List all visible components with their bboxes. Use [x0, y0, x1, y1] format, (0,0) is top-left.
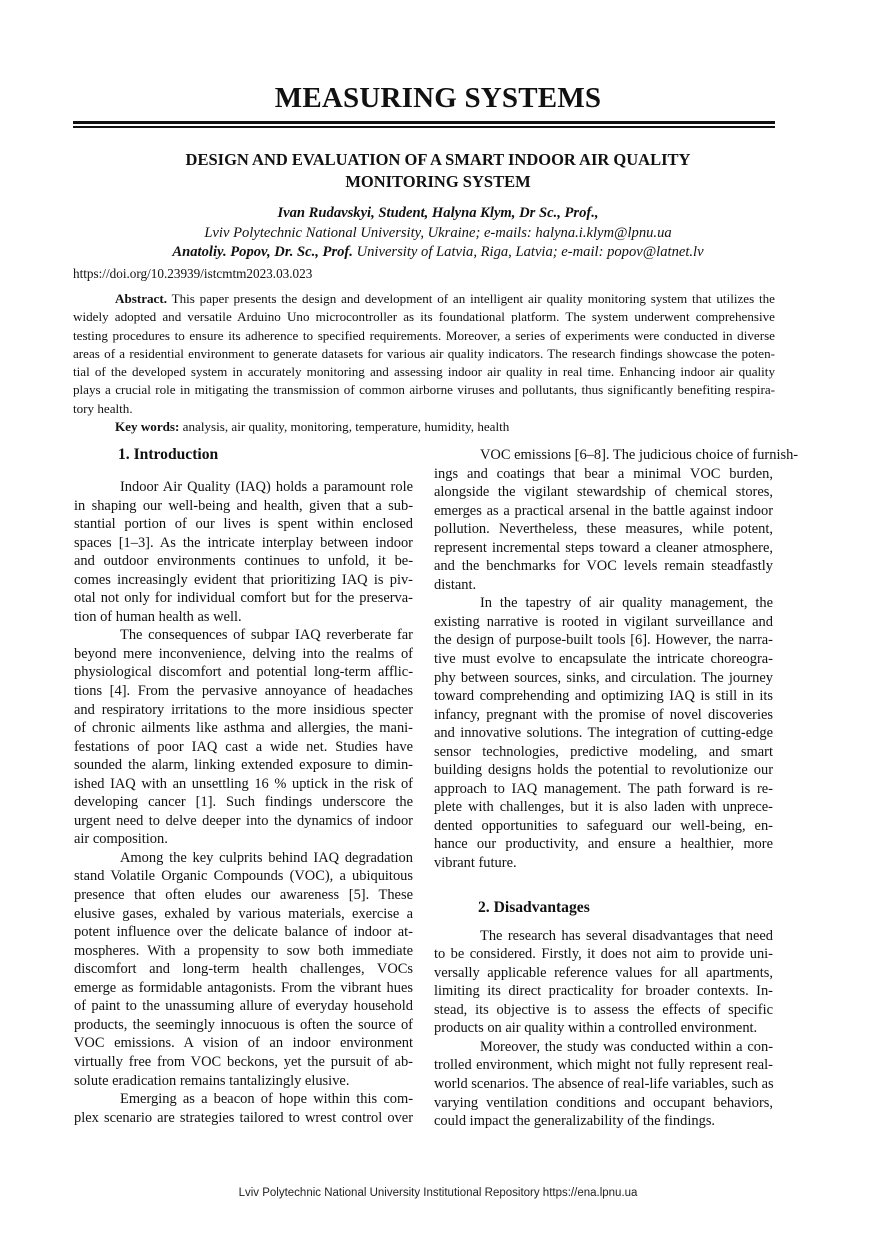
text-line: In the tapestry of air quality management, the [480, 595, 773, 612]
section-heading-introduction: 1. Introduction [118, 446, 219, 463]
paper-title-line-2: MONITORING SYSTEM [345, 172, 531, 191]
text-line: distant. [434, 576, 477, 593]
text-line: beyond mere inconvenience, delving into the realms of [74, 645, 413, 662]
abstract-line: Abstract. This paper presents the design and development of an intelligent air quality monitoring system that utilizes the [115, 291, 775, 306]
text-line: The consequences of subpar IAQ reverberate far [120, 627, 413, 644]
text-line: emerge as formidable antagonists. From the vibrant hues [74, 979, 413, 996]
text-line: air composition. [74, 831, 168, 848]
text-line: building designs holds the potential to revolutionize our [434, 762, 773, 779]
abstract-line: testing procedures to ensure its adherence to specified requirements. Moreover, a series of experiments were conducted in diverse [73, 327, 775, 343]
doi-link[interactable]: https://doi.org/10.23939/istcmtm2023.03.023 [73, 266, 313, 281]
paragraph [434, 927, 773, 1038]
text-line: dented opportunities to safeguard our well-being, en- [434, 817, 773, 834]
text-line: to be considered. Firstly, it does not aim to provide uni- [434, 946, 773, 963]
author-block [0, 204, 876, 263]
text-line: alongside the vigilant stewardship of chemical stores, [434, 484, 773, 501]
introduction-left-paragraphs [74, 478, 413, 1127]
abstract [73, 290, 775, 436]
text-line: plete with challenges, but it is also laden with unprece- [434, 799, 773, 816]
text-line: mospheres. With a propensity to sow both immediate [74, 942, 413, 959]
text-line: in shaping our well-being and health, given that a sub- [74, 497, 413, 514]
header-rule-thick [73, 121, 775, 124]
text-line: The research has several disadvantages that need [480, 927, 773, 944]
text-line: stantial portion of our lives is spent within enclosed [74, 516, 413, 533]
keywords-line [73, 418, 775, 436]
text-line: VOC emissions [6–8]. The judicious choice of furnish- [480, 447, 799, 463]
paragraph [434, 446, 799, 594]
paper-title-line-1: DESIGN AND EVALUATION OF A SMART INDOOR AIR QUALITY [185, 150, 691, 169]
keywords: analysis, air quality, monitoring, temperature, humidity, health [179, 419, 510, 435]
abstract-line: tory health. [73, 400, 133, 416]
text-line: tions [4]. From the pervasive annoyance of headaches [74, 683, 413, 700]
abstract-line: tial of the developed system in accurately monitoring and assessing indoor air quality in real time. Enhancing indoor air quality [73, 364, 775, 380]
text-line: world scenarios. The absence of real-life variables, such as [434, 1075, 774, 1092]
repository-footer: Lviv Polytechnic National University Institutional Repository https://ena.lpnu.ua [238, 1187, 638, 1199]
text-line: represent incremental steps toward a cleaner atmosphere, [434, 539, 773, 556]
text-line: of paint to the unassuming allure of everyday household [74, 998, 413, 1015]
text-line: elusive gases, exhaled by various materials, exercise a [74, 905, 413, 922]
text-line: existing narrative is rooted in vigilant surveillance and [434, 613, 773, 630]
text-line: infancy, pregnant with the promise of novel discoveries [434, 706, 773, 723]
abstract-line: widely adopted and versatile Arduino Uno microcontroller as its foundational platform. The system underwent comprehensive [73, 309, 775, 325]
disadvantages-paragraphs [434, 921, 773, 1131]
text-line: ished IAQ with an unsettling 16 % uptick in the risk of [74, 775, 413, 792]
abstract-line: plays a crucial role in mitigating the transmission of common airborne viruses and pollutants, thus significantly benefiting respira- [73, 382, 775, 398]
paragraph [74, 478, 413, 626]
text-line: otal not only for individual comfort but for the preserva- [74, 590, 413, 607]
section-heading-disadvantages: 2. Disadvantages [478, 898, 590, 916]
text-line: pollution. Nevertheless, these measures, while potent, [434, 521, 773, 538]
paragraph [74, 849, 413, 1090]
text-line: potent influence over the delicate balance of indoor at- [74, 924, 413, 941]
second-author-name: Anatoliy. Popov, Dr. Sc., Prof. [172, 244, 353, 260]
introduction-right-paragraphs [434, 446, 799, 873]
text-line: plex scenario are strategies tailored to wrest control over [74, 1109, 413, 1126]
text-line: stead, its objective is to assess the effects of specific [434, 1001, 773, 1018]
text-line: comes increasingly evident that prioritizing IAQ is piv- [74, 571, 413, 588]
text-line: spaces [1–3]. As the intricate interplay between indoor [74, 534, 413, 551]
text-line: tion of human health as well. [74, 608, 242, 625]
authors-line: Ivan Rudavskyi, Student, Halyna Klym, Dr Sc., Prof., [277, 205, 599, 221]
paragraph [74, 1090, 413, 1127]
left-column [74, 446, 413, 1127]
text-line: and outdoor environments continues to unfold, it be- [74, 553, 413, 570]
text-line: solute eradication remains tantalizingly elusive. [74, 1072, 350, 1089]
paragraph [434, 594, 773, 872]
text-line: sounded the alarm, linking extended exposure to dimin- [74, 757, 413, 774]
right-column [434, 446, 799, 1131]
text-line: the design of purpose-built tools [6]. However, the narra- [434, 632, 773, 649]
text-line: stand Volatile Organic Compounds (VOC), a ubiquitous [74, 868, 413, 885]
text-line: sensor technologies, predictive modeling, and smart [434, 743, 773, 760]
header-rule-thin [73, 126, 775, 128]
text-line: approach to IAQ management. The path forward is re- [434, 780, 773, 797]
second-affiliation-line [0, 243, 876, 263]
text-line: ings and coatings that bear a minimal VOC burden, [434, 465, 773, 482]
text-line: and innovative solutions. The integration of cutting-edge [434, 725, 773, 742]
affiliation-line: Lviv Polytechnic National University, Ukraine; e-mails: halyna.i.klym@lpnu.ua [204, 224, 672, 241]
text-line: Emerging as a beacon of hope within this com- [120, 1091, 413, 1108]
text-line: tive must evolve to encapsulate the intricate choreogra- [434, 651, 773, 668]
text-line: varying ventilation conditions and occupant behaviors, [434, 1094, 773, 1111]
text-line: urgent need to delve deeper into the dynamics of indoor [74, 812, 413, 829]
abstract-label: Abstract. [115, 291, 167, 306]
journal-section-title: MEASURING SYSTEMS [274, 82, 602, 114]
text-line: toward comprehending and optimizing IAQ is still in its [434, 688, 773, 705]
text-line: physiological discomfort and potential long-term afflic- [74, 664, 413, 681]
text-line: products, the seemingly innocuous is often the source of [74, 1016, 413, 1033]
text-line: trolled environment, which might not fully represent real- [434, 1057, 773, 1074]
text-line: developing cancer [1]. Such findings underscore the [74, 794, 413, 811]
paragraph [434, 1038, 773, 1131]
text-line: limiting its direct practicality for broader contexts. In- [434, 983, 773, 1000]
text-line: Indoor Air Quality (IAQ) holds a paramount role [120, 479, 413, 495]
text-line: hance our productivity, and ensure a healthier, more [434, 836, 773, 853]
text-line: presence that often eludes our awareness [5]. These [74, 887, 413, 904]
text-line: Among the key culprits behind IAQ degradation [120, 849, 413, 866]
text-line: could impact the generalizability of the findings. [434, 1113, 716, 1130]
text-line: versally applicable reference values for all apartments, [434, 964, 773, 981]
text-line: Moreover, the study was conducted within a con- [480, 1038, 773, 1055]
text-line: of chronic ailments like asthma and allergies, the mani- [74, 720, 413, 737]
second-author-affiliation: University of Latvia, Riga, Latvia; e-mail: popov@latnet.lv [352, 244, 704, 260]
paragraph [74, 626, 413, 849]
text-line: VOC emissions. A vision of an indoor environment [74, 1035, 413, 1052]
text-line: phy between sources, sinks, and circulation. The journey [434, 669, 773, 686]
text-line: and respiratory irritations to the more insidious specter [74, 701, 413, 718]
text-line: products on air quality within a controlled environment. [434, 1020, 758, 1037]
text-line: emerges as a practical arsenal in the battle against indoor [434, 502, 773, 519]
text-line: and the benchmarks for VOC levels remain steadfastly [434, 558, 773, 575]
keywords-label: Key words: [115, 419, 180, 435]
abstract-line: areas of a residential environment to generate datasets for various air quality indicators. The research findings showcase the poten- [73, 345, 775, 361]
text-line: virtually free from VOC beckons, yet the pursuit of ab- [74, 1053, 413, 1070]
text-line: vibrant future. [434, 855, 517, 872]
text-line: discomfort and long-term health challenges, VOCs [74, 961, 413, 978]
text-line: festations of poor IAQ cast a wide net. Studies have [74, 738, 413, 755]
paper-title [0, 149, 876, 193]
